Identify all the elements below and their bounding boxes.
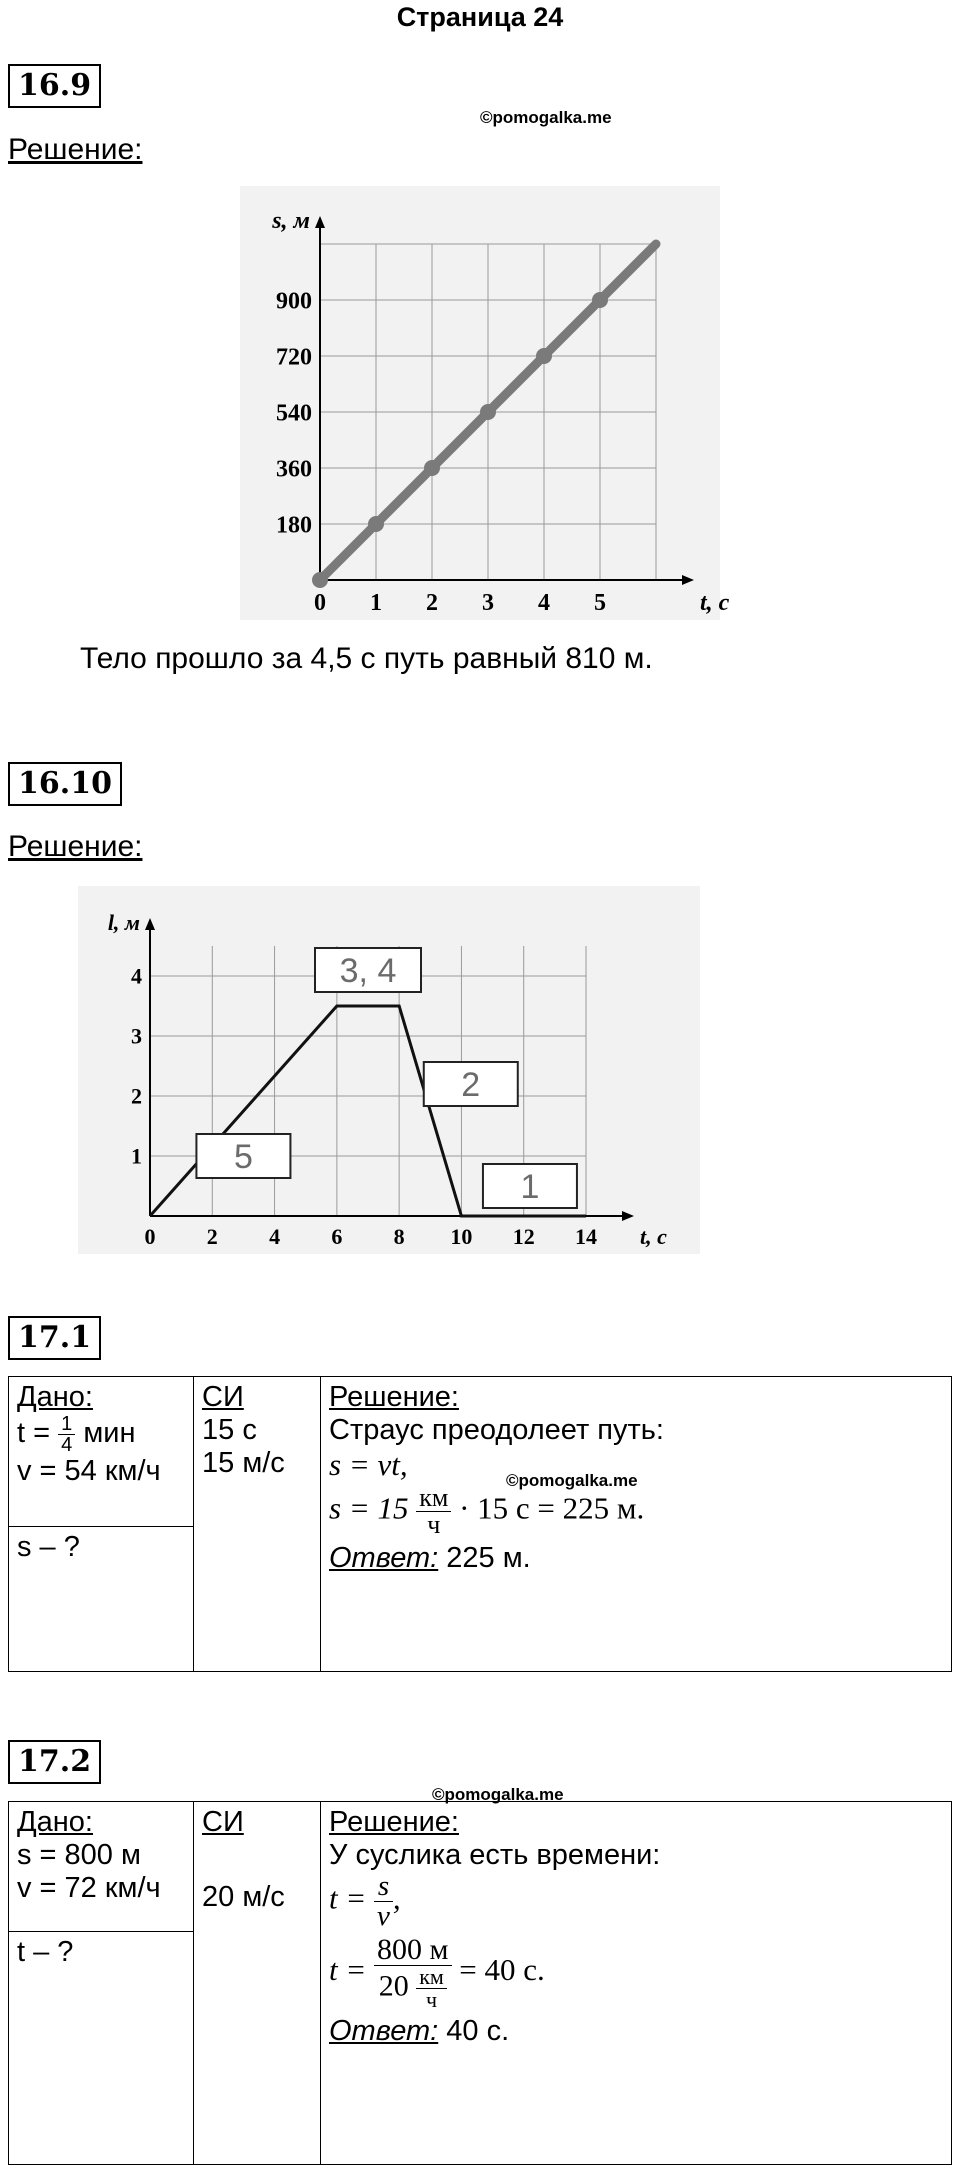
x-tick-label: 8: [393, 1224, 405, 1249]
x-tick-label: 2: [426, 590, 438, 616]
fraction: 800 м 20 $\frac{км}{ч}$: [374, 1935, 451, 2011]
solution-cell: [321, 1377, 952, 1672]
watermark: ©pomogalka.me: [432, 1785, 564, 1804]
si-cell: [194, 1377, 321, 1672]
problem-number-16-10: 16.10: [8, 762, 122, 806]
x-axis-label: t, с: [640, 1224, 667, 1249]
data-point: [368, 516, 384, 532]
x-tick-label: 12: [512, 1224, 535, 1249]
formula: s = 15 $\frac{км}{ч}$ · 15 с = 225 м.: [329, 1483, 645, 1539]
data-point: [480, 404, 496, 420]
y-tick-label: 720: [276, 344, 312, 371]
answer-label: Ответ:: [329, 1542, 439, 1574]
page-title: Страница 24: [396, 2, 564, 32]
x-tick-label: 4: [538, 590, 550, 616]
fraction: $\frac{s}{v}$: [374, 1872, 393, 1931]
y-tick-label: 360: [276, 456, 312, 483]
given-speed: v = 72 км/ч: [17, 1872, 161, 1904]
x-tick-label: 2: [206, 1224, 218, 1249]
si-value: 15 с: [202, 1414, 257, 1446]
formula: s = vt,: [329, 1447, 408, 1482]
watermark: ©pomogalka.me: [506, 1471, 638, 1490]
y-tick-label: 3: [131, 1023, 142, 1049]
y-axis-arrow: [145, 918, 155, 930]
given-distance: s = 800 м: [17, 1839, 141, 1871]
chart-distance-time: [240, 186, 730, 620]
x-tick-label: 3: [482, 590, 494, 616]
problem-17-1-table: [8, 1376, 952, 1672]
fraction: $\frac{1}{4}$: [58, 1414, 75, 1455]
x-tick-label: 10: [450, 1224, 473, 1249]
data-point: [536, 348, 552, 364]
solution-line: У суслика есть времени:: [329, 1839, 661, 1871]
y-axis-arrow: [315, 216, 325, 228]
x-tick-label: 6: [331, 1224, 343, 1249]
y-tick-label: 2: [131, 1083, 142, 1109]
answer-text: Тело прошло за 4,5 с путь равный 810 м.: [80, 642, 653, 675]
problem-number-17-1: 17.1: [8, 1316, 101, 1360]
annotation-label: 1: [520, 1168, 540, 1206]
x-tick-label: 1: [370, 590, 382, 616]
answer-label: Ответ:: [329, 2015, 439, 2047]
solution-label: Решение:: [329, 1806, 459, 1838]
data-point: [592, 292, 608, 308]
annotation-label: 3, 4: [339, 952, 397, 990]
solution-label: Решение:: [8, 133, 143, 166]
y-axis-label: s, м: [272, 208, 310, 234]
fraction: $\frac{км}{ч}$: [416, 1966, 447, 2011]
watermark: ©pomogalka.me: [480, 108, 612, 127]
answer-line: [329, 1542, 943, 1575]
annotation-label: 2: [461, 1066, 481, 1104]
find-cell: [9, 1932, 194, 2165]
si-cell: [194, 1802, 321, 2165]
data-point: [424, 460, 440, 476]
y-tick-label: 540: [276, 400, 312, 427]
fraction: $\frac{км}{ч}$: [416, 1485, 451, 1538]
x-tick-label: 0: [144, 1224, 156, 1249]
given-label: Дано:: [17, 1381, 93, 1413]
y-tick-label: 4: [131, 963, 142, 989]
y-axis-label: l, м: [107, 910, 140, 935]
problem-17-2-table: [8, 1801, 952, 2165]
x-axis-arrow: [682, 575, 694, 585]
y-tick-label: 1: [131, 1143, 142, 1169]
solution-label: Решение:: [329, 1381, 459, 1413]
x-tick-label: 4: [269, 1224, 281, 1249]
answer-value: 40 с.: [446, 2015, 510, 2047]
y-tick-label: 900: [276, 288, 312, 315]
si-value: 15 м/с: [202, 1447, 285, 1479]
formula: t = $\frac{s}{v}$ ,: [329, 1870, 401, 1932]
x-axis-arrow: [622, 1211, 634, 1221]
find-cell: [9, 1527, 194, 1672]
chart-path-time: [78, 886, 700, 1254]
x-axis-label: t, с: [700, 590, 730, 616]
given-cell: [9, 1802, 194, 1932]
x-tick-label: 0: [314, 590, 326, 616]
annotation-label: 5: [233, 1138, 253, 1176]
si-label: СИ: [202, 1381, 244, 1413]
problem-number-16-9: 16.9: [8, 64, 101, 108]
si-value: 20 м/с: [202, 1881, 285, 1913]
given-cell: [9, 1377, 194, 1527]
solution-line: Страус преодолеет путь:: [329, 1414, 664, 1446]
answer-line: [329, 2015, 943, 2048]
find-value: t – ?: [17, 1936, 74, 1968]
si-label: СИ: [202, 1806, 244, 1838]
given-label: Дано:: [17, 1806, 93, 1838]
find-value: s – ?: [17, 1531, 80, 1563]
y-tick-label: 180: [276, 512, 312, 539]
solution-cell: [321, 1802, 952, 2165]
data-point: [312, 572, 328, 588]
solution-label: Решение:: [8, 830, 143, 863]
formula: t = 800 м 20 $\frac{км}{ч}$ = 40 с.: [329, 1933, 545, 2012]
x-tick-label: 5: [594, 590, 606, 616]
x-tick-label: 14: [575, 1224, 597, 1249]
problem-number-17-2: 17.2: [8, 1740, 101, 1784]
given-speed: v = 54 км/ч: [17, 1455, 161, 1487]
answer-value: 225 м.: [446, 1542, 531, 1574]
given-time: t = $\frac{1}{4}$ мин: [17, 1413, 136, 1456]
